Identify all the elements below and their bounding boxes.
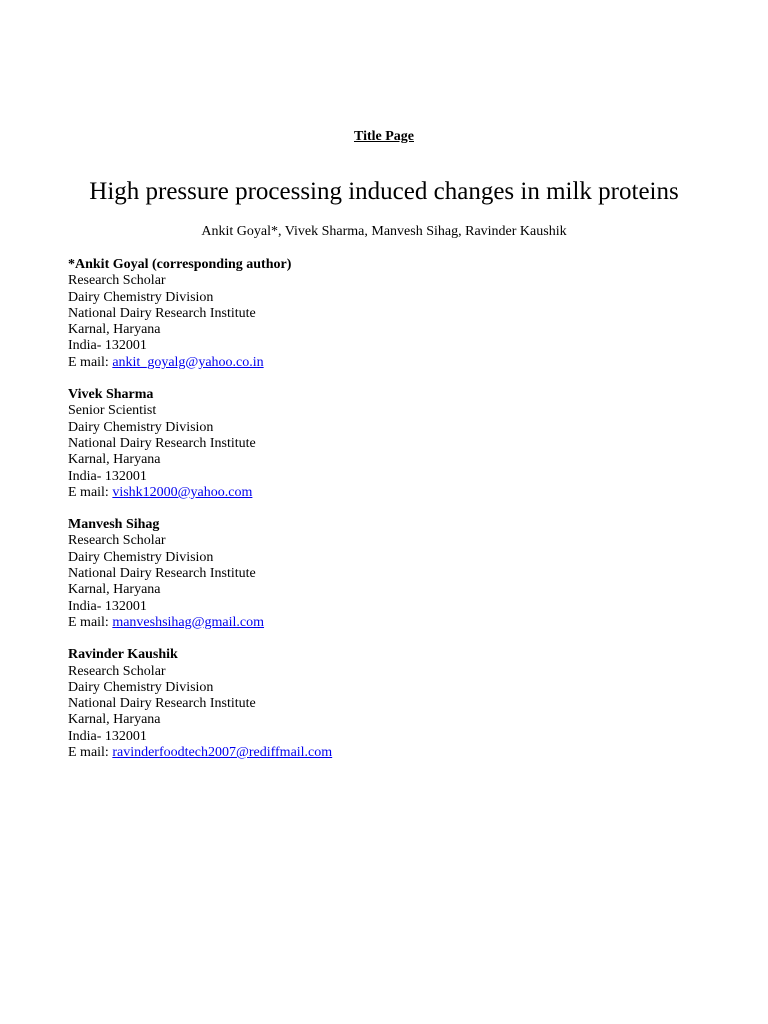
author-country: India- 132001 (68, 468, 147, 484)
author-city: Karnal, Haryana (68, 582, 161, 598)
author-country: India- 132001 (68, 598, 147, 614)
author-block-vivek-sharma (68, 387, 708, 501)
author-country: India- 132001 (68, 728, 147, 744)
section-label: Title Page (353, 129, 414, 144)
author-name: Ravinder Kaushik (68, 647, 178, 663)
author-block-ravinder-kaushik (68, 647, 708, 761)
author-name: Manvesh Sihag (68, 517, 160, 533)
author-list (68, 257, 708, 777)
author-name: Vivek Sharma (68, 387, 154, 403)
author-institute: National Dairy Research Institute (68, 696, 256, 712)
author-block-ankit-goyal (68, 257, 708, 371)
author-role: Research Scholar (68, 273, 166, 289)
author-email-line (68, 355, 708, 371)
author-division: Dairy Chemistry Division (68, 679, 214, 695)
author-email-line (68, 745, 708, 761)
email-prefix: E mail: (68, 614, 113, 630)
author-division: Dairy Chemistry Division (68, 289, 214, 305)
author-role: Senior Scientist (68, 403, 157, 419)
email-prefix: E mail: (68, 484, 113, 500)
author-block-manvesh-sihag (68, 517, 708, 631)
author-division: Dairy Chemistry Division (68, 419, 214, 435)
author-city: Karnal, Haryana (68, 322, 161, 338)
author-role: Research Scholar (68, 663, 166, 679)
paper-title: High pressure processing induced changes in milk proteins (89, 178, 679, 205)
author-institute: National Dairy Research Institute (68, 566, 256, 582)
author-email-link[interactable]: ravinderfoodtech2007@rediffmail.com (112, 745, 333, 761)
author-institute: National Dairy Research Institute (68, 305, 256, 321)
author-email-link[interactable]: ankit_goyalg@yahoo.co.in (112, 354, 264, 370)
author-email-line (68, 615, 708, 631)
author-city: Karnal, Haryana (68, 712, 161, 728)
authors-line: Ankit Goyal*, Vivek Sharma, Manvesh Sihag, Ravinder Kaushik (201, 224, 567, 239)
author-country: India- 132001 (68, 338, 147, 354)
author-email-link[interactable]: vishk12000@yahoo.com (112, 484, 253, 500)
email-prefix: E mail: (68, 354, 113, 370)
author-email-link[interactable]: manveshsihag@gmail.com (112, 614, 265, 630)
author-division: Dairy Chemistry Division (68, 549, 214, 565)
author-role: Research Scholar (68, 533, 166, 549)
author-name: *Ankit Goyal (corresponding author) (68, 257, 292, 272)
author-email-line (68, 485, 708, 501)
author-institute: National Dairy Research Institute (68, 435, 256, 451)
author-city: Karnal, Haryana (68, 452, 161, 468)
email-prefix: E mail: (68, 745, 113, 761)
